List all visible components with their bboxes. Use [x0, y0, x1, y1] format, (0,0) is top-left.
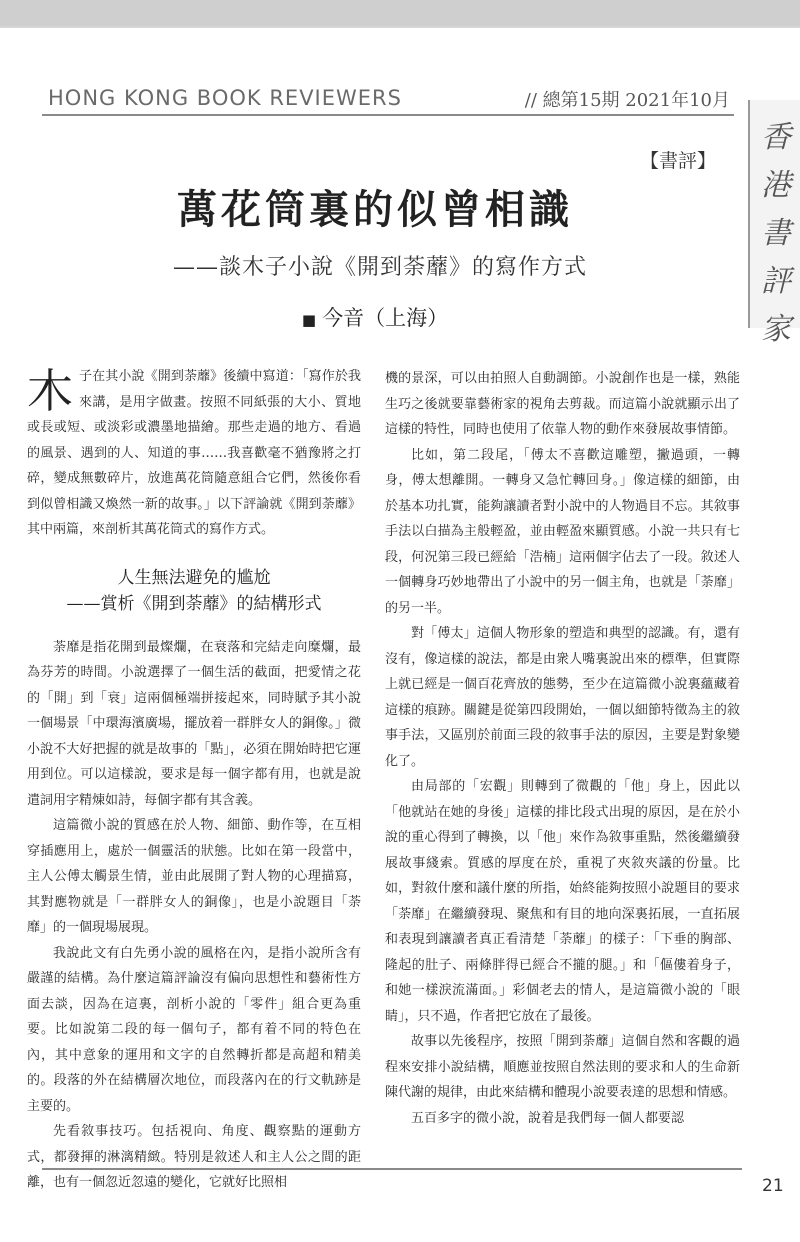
- drop-cap: 木: [27, 364, 73, 418]
- body-paragraph: 先看敘事技巧。包括視向、角度、觀察點的運動方式，都發揮的淋漓精緻。特別是敘述人和主人公之間的距離，也有一個忽近忽遠的變化，它就好比照相: [27, 1124, 361, 1190]
- section-heading: [27, 565, 361, 617]
- left-column: [27, 364, 361, 1196]
- page-header: [42, 84, 734, 116]
- top-bar: [0, 0, 800, 26]
- body-paragraph: 這篇微小說的質感在於人物、細節、動作等，在互相穿插應用上，處於一個靈活的狀態。比如在第一段當中，主人公傅太觸景生情，並由此展開了對人物的心理描寫，其對應物就是「一群胖女人的銅像」，也是小說題目「荼靡」的一個現場展現。: [27, 818, 361, 935]
- issue-info: // 總第15期 2021年10月: [524, 90, 730, 111]
- body-paragraph: 對「傅太」這個人物形象的塑造和典型的認識。有，還有沒有，像這樣的說法，都是由衆人嘴裏說出來的標準，但實際上就已經是一個百花齊放的態勢，至少在這篇微小說裏蘊藏着這樣的痕跡。關鍵是從第四段開始，一個以細節特徵為主的敘事手法，又區別於前面三段的敘事手法的原因，主要是對象變化了。: [385, 626, 740, 769]
- body-paragraph: 五百多字的微小說，說着是我們每一個人都要認: [411, 1110, 685, 1126]
- author-line: [0, 302, 750, 332]
- intro-text: 子在其小說《開到荼蘼》後續中寫道：「寫作於我來講，是用字做畫。按照不同紙張的大小、質地或長或短、或淡彩或濃墨地描繪。那些走過的地方、看過的風景、遇到的人、知道的事……我喜歡毫不猶豫將之打碎，變成無數碎片，放進萬花筒隨意組合它們，然後你看到似曾相識又煥然一新的故事。」以下評論就《開到荼蘼》其中兩篇，來剖析其萬花筒式的寫作方式。: [27, 369, 361, 537]
- author-mark: ■: [301, 311, 317, 329]
- body-paragraph: 由局部的「宏觀」則轉到了微觀的「他」身上，因此以「他就站在她的身後」這樣的排比段式出現的原因，是在於小說的重心得到了轉換，以「他」來作為敘事重點，然後繼續發展故事綫索。質感的厚度在於，重視了夾敘夾議的份量。比如，對敘什麼和議什麼的所指，始終能夠按照小說題目的要求「荼靡」在繼續發現、聚焦和有目的地向深裏拓展，一直拓展和表現到讓讀者真正看清楚「荼蘼」的樣子：「下垂的胸部、隆起的肚子、兩條胖得已經合不攏的腿。」和「傴僂着身子，和她一樣淚流滿面。」彩個老去的情人，是這篇微小說的「眼睛」，只不過，作者把它放在了最後。: [385, 779, 740, 1024]
- intro-paragraph: [27, 364, 361, 543]
- magazine-page: [0, 28, 800, 1242]
- section-subtitle: ——賞析《開到荼蘼》的結構形式: [66, 593, 322, 614]
- article-title: 萬花筒裏的似曾相識: [177, 187, 573, 233]
- publication-name: HONG KONG BOOK REVIEWERS: [48, 86, 402, 110]
- footer-rule: [42, 1168, 742, 1170]
- body-paragraph: 機的景深，可以由拍照人自動調節。小說創作也是一樣，熟能生巧之後就要靠藝術家的視角去剪裁。而這篇小說就顯示出了這樣的特性，同時也使用了依靠人物的動作來發展故事情節。: [385, 371, 740, 437]
- page-number: 21: [762, 1176, 784, 1196]
- section-tag: 【書評】: [640, 150, 717, 172]
- section-title: 人生無法避免的尴尬: [117, 567, 271, 588]
- body-paragraph: 荼靡是指花開到最燦爛，在衰落和完結走向糜爛，最為芬芳的時間。小說選擇了一個生活的截面，把愛情之花的「開」到「衰」這兩個極端拼接起來，同時賦予其小說一個場景「中環海濱廣場，擺放着一群胖女人的銅像。」微小說不大好把握的就是故事的「點」，必須在開始時把它運用到位。可以這樣說，要求是每一個字都有用，也就是說遣詞用字精煉如詩，每個字都有其含義。: [27, 639, 361, 808]
- right-column: [385, 366, 740, 1131]
- body-paragraph: 我說此文有白先勇小說的風格在內，是指小說所含有嚴謹的結構。為什麼這篇評論沒有偏向思想性和藝術性方面去談，因為在這裏，剖析小說的「零件」組合更為重要。比如說第二段的每一個句子，都有着不同的特色在內，其中意象的運用和文字的自然轉折都是高超和精美的。段落的外在結構層次地位，而段落內在的行文軌跡是主要的。: [27, 945, 361, 1114]
- body-paragraph: 比如，第二段尾，「傅太不喜歡這雕塑，撇過頭，一轉身，傅太想離開。一轉身又急忙轉回身。」像這樣的細節，由於基本功扎實，能夠讓讀者對小說中的人物過目不忘。其敘事手法以白描為主般輕盈，並由輕盈來顯質感。小說一共只有七段，何況第三段已經給「浩楠」這兩個字佔去了一段。敘述人一個轉身巧妙地帶出了小說中的另一個主角，也就是「荼靡」的另一半。: [385, 447, 740, 616]
- side-tab: [748, 100, 800, 347]
- article-subtitle: ——談木子小說《開到荼蘼》的寫作方式: [172, 255, 587, 280]
- body-paragraph: 故事以先後程序，按照「開到荼蘼」這個自然和客觀的過程來安排小說結構，順應並按照自然法則的要求和人的生命新陳代謝的規律，由此來結構和體現小說要表達的思想和情感。: [385, 1034, 740, 1100]
- author-name: 今音（上海）: [322, 306, 449, 330]
- magazine-logo: 香港書評家: [761, 120, 791, 347]
